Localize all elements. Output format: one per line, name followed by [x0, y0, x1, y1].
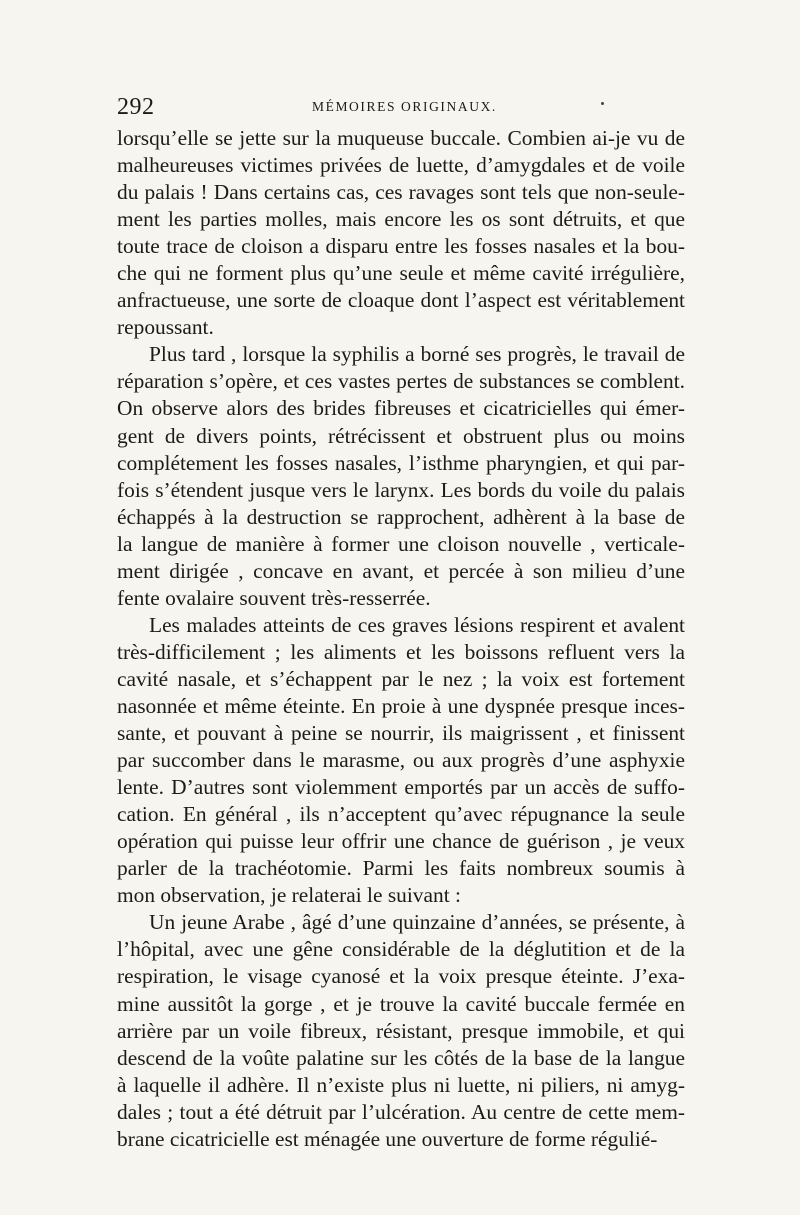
body-text [117, 125, 685, 1153]
text-line: parler de la trachéotomie. Parmi les faits nombreux soumis à [117, 856, 685, 881]
text-line: descend de la voûte palatine sur les côtés de la base de la langue [117, 1045, 685, 1070]
paragraph [117, 909, 685, 1152]
text-line: mon observation, je relaterai le suivant : [117, 883, 461, 908]
text-line: On observe alors des brides fibreuses et cicatricielles qui émer- [117, 396, 685, 421]
text-line: complétement les fosses nasales, l’isthme pharyngien, et qui par- [117, 450, 685, 475]
text-line: toute trace de cloison a disparu entre les fosses nasales et la bou- [117, 234, 685, 259]
text-line: ment les parties molles, mais encore les os sont détruits, et que [117, 207, 685, 232]
text-line: très-difficilement ; les aliments et les boissons refluent vers la [117, 639, 685, 664]
text-line: opération qui puisse leur offrir une chance de guérison , je veux [117, 829, 685, 854]
text-line: fente ovalaire souvent très-resserrée. [117, 585, 431, 610]
text-line: Les malades atteints de ces graves lésions respirent et avalent [149, 612, 685, 637]
page-number: 292 [117, 94, 155, 120]
text-line: réparation s’opère, et ces vastes pertes de substances se comblent. [117, 369, 685, 394]
text-line: lorsqu’elle se jette sur la muqueuse buccale. Combien ai-je vu de [117, 126, 685, 150]
text-line: mine aussitôt la gorge , et je trouve la cavité buccale fermée en [117, 991, 685, 1016]
text-line: gent de divers points, rétrécissent et obstruent plus ou moins [117, 423, 685, 448]
text-line: ment dirigée , concave en avant, et percée à son milieu d’une [117, 558, 685, 583]
text-line: malheureuses victimes privées de luette, d’amygdales et de voile [117, 153, 685, 178]
text-line: arrière par un voile fibreux, résistant, presque immobile, et qui [117, 1018, 685, 1043]
text-line: l’hôpital, avec une gêne considérable de la déglutition et de la [117, 937, 685, 962]
text-line: échappés à la destruction se rapprochent, adhèrent à la base de [117, 504, 685, 529]
text-line: Un jeune Arabe , âgé d’une quinzaine d’années, se présente, à [149, 910, 685, 935]
text-line: anfractueuse, une sorte de cloaque dont l’aspect est véritablement [117, 288, 685, 313]
text-line: fois s’étendent jusque vers le larynx. Les bords du voile du palais [117, 477, 685, 502]
page-header [117, 94, 687, 126]
text-line: du palais ! Dans certains cas, ces ravages sont tels que non-seule- [117, 180, 685, 205]
ink-speck [601, 102, 604, 105]
text-line: sante, et pouvant à peine se nourrir, ils maigrissent , et finissent [117, 721, 685, 746]
text-line: par succomber dans le marasme, ou aux progrès d’une asphyxie [117, 748, 685, 773]
paragraph [117, 125, 685, 341]
text-line: à laquelle il adhère. Il n’existe plus ni luette, ni piliers, ni amyg- [117, 1072, 685, 1097]
text-line: che qui ne forment plus qu’une seule et même cavité irrégulière, [117, 261, 685, 286]
text-line: cavité nasale, et s’échappent par le nez ; la voix est fortement [117, 666, 685, 691]
paragraph [117, 612, 685, 910]
text-line: lente. D’autres sont violemment emportés par un accès de suffo- [117, 775, 685, 800]
text-line: cation. En général , ils n’acceptent qu’avec répugnance la seule [117, 802, 685, 827]
text-line: Plus tard , lorsque la syphilis a borné ses progrès, le travail de [149, 342, 685, 367]
text-line: brane cicatricielle est ménagée une ouverture de forme régulié- [117, 1126, 658, 1151]
text-line: respiration, le visage cyanosé et la voix presque éteinte. J’exa- [117, 964, 685, 989]
paragraph [117, 341, 685, 611]
text-line: repoussant. [117, 315, 214, 340]
running-head: MÉMOIRES ORIGINAUX. [312, 99, 497, 114]
text-line: la langue de manière à former une cloison nouvelle , verticale- [117, 531, 685, 556]
text-line: dales ; tout a été détruit par l’ulcération. Au centre de cette mem- [117, 1099, 685, 1124]
text-line: nasonnée et même éteinte. En proie à une dyspnée presque inces- [117, 693, 685, 718]
